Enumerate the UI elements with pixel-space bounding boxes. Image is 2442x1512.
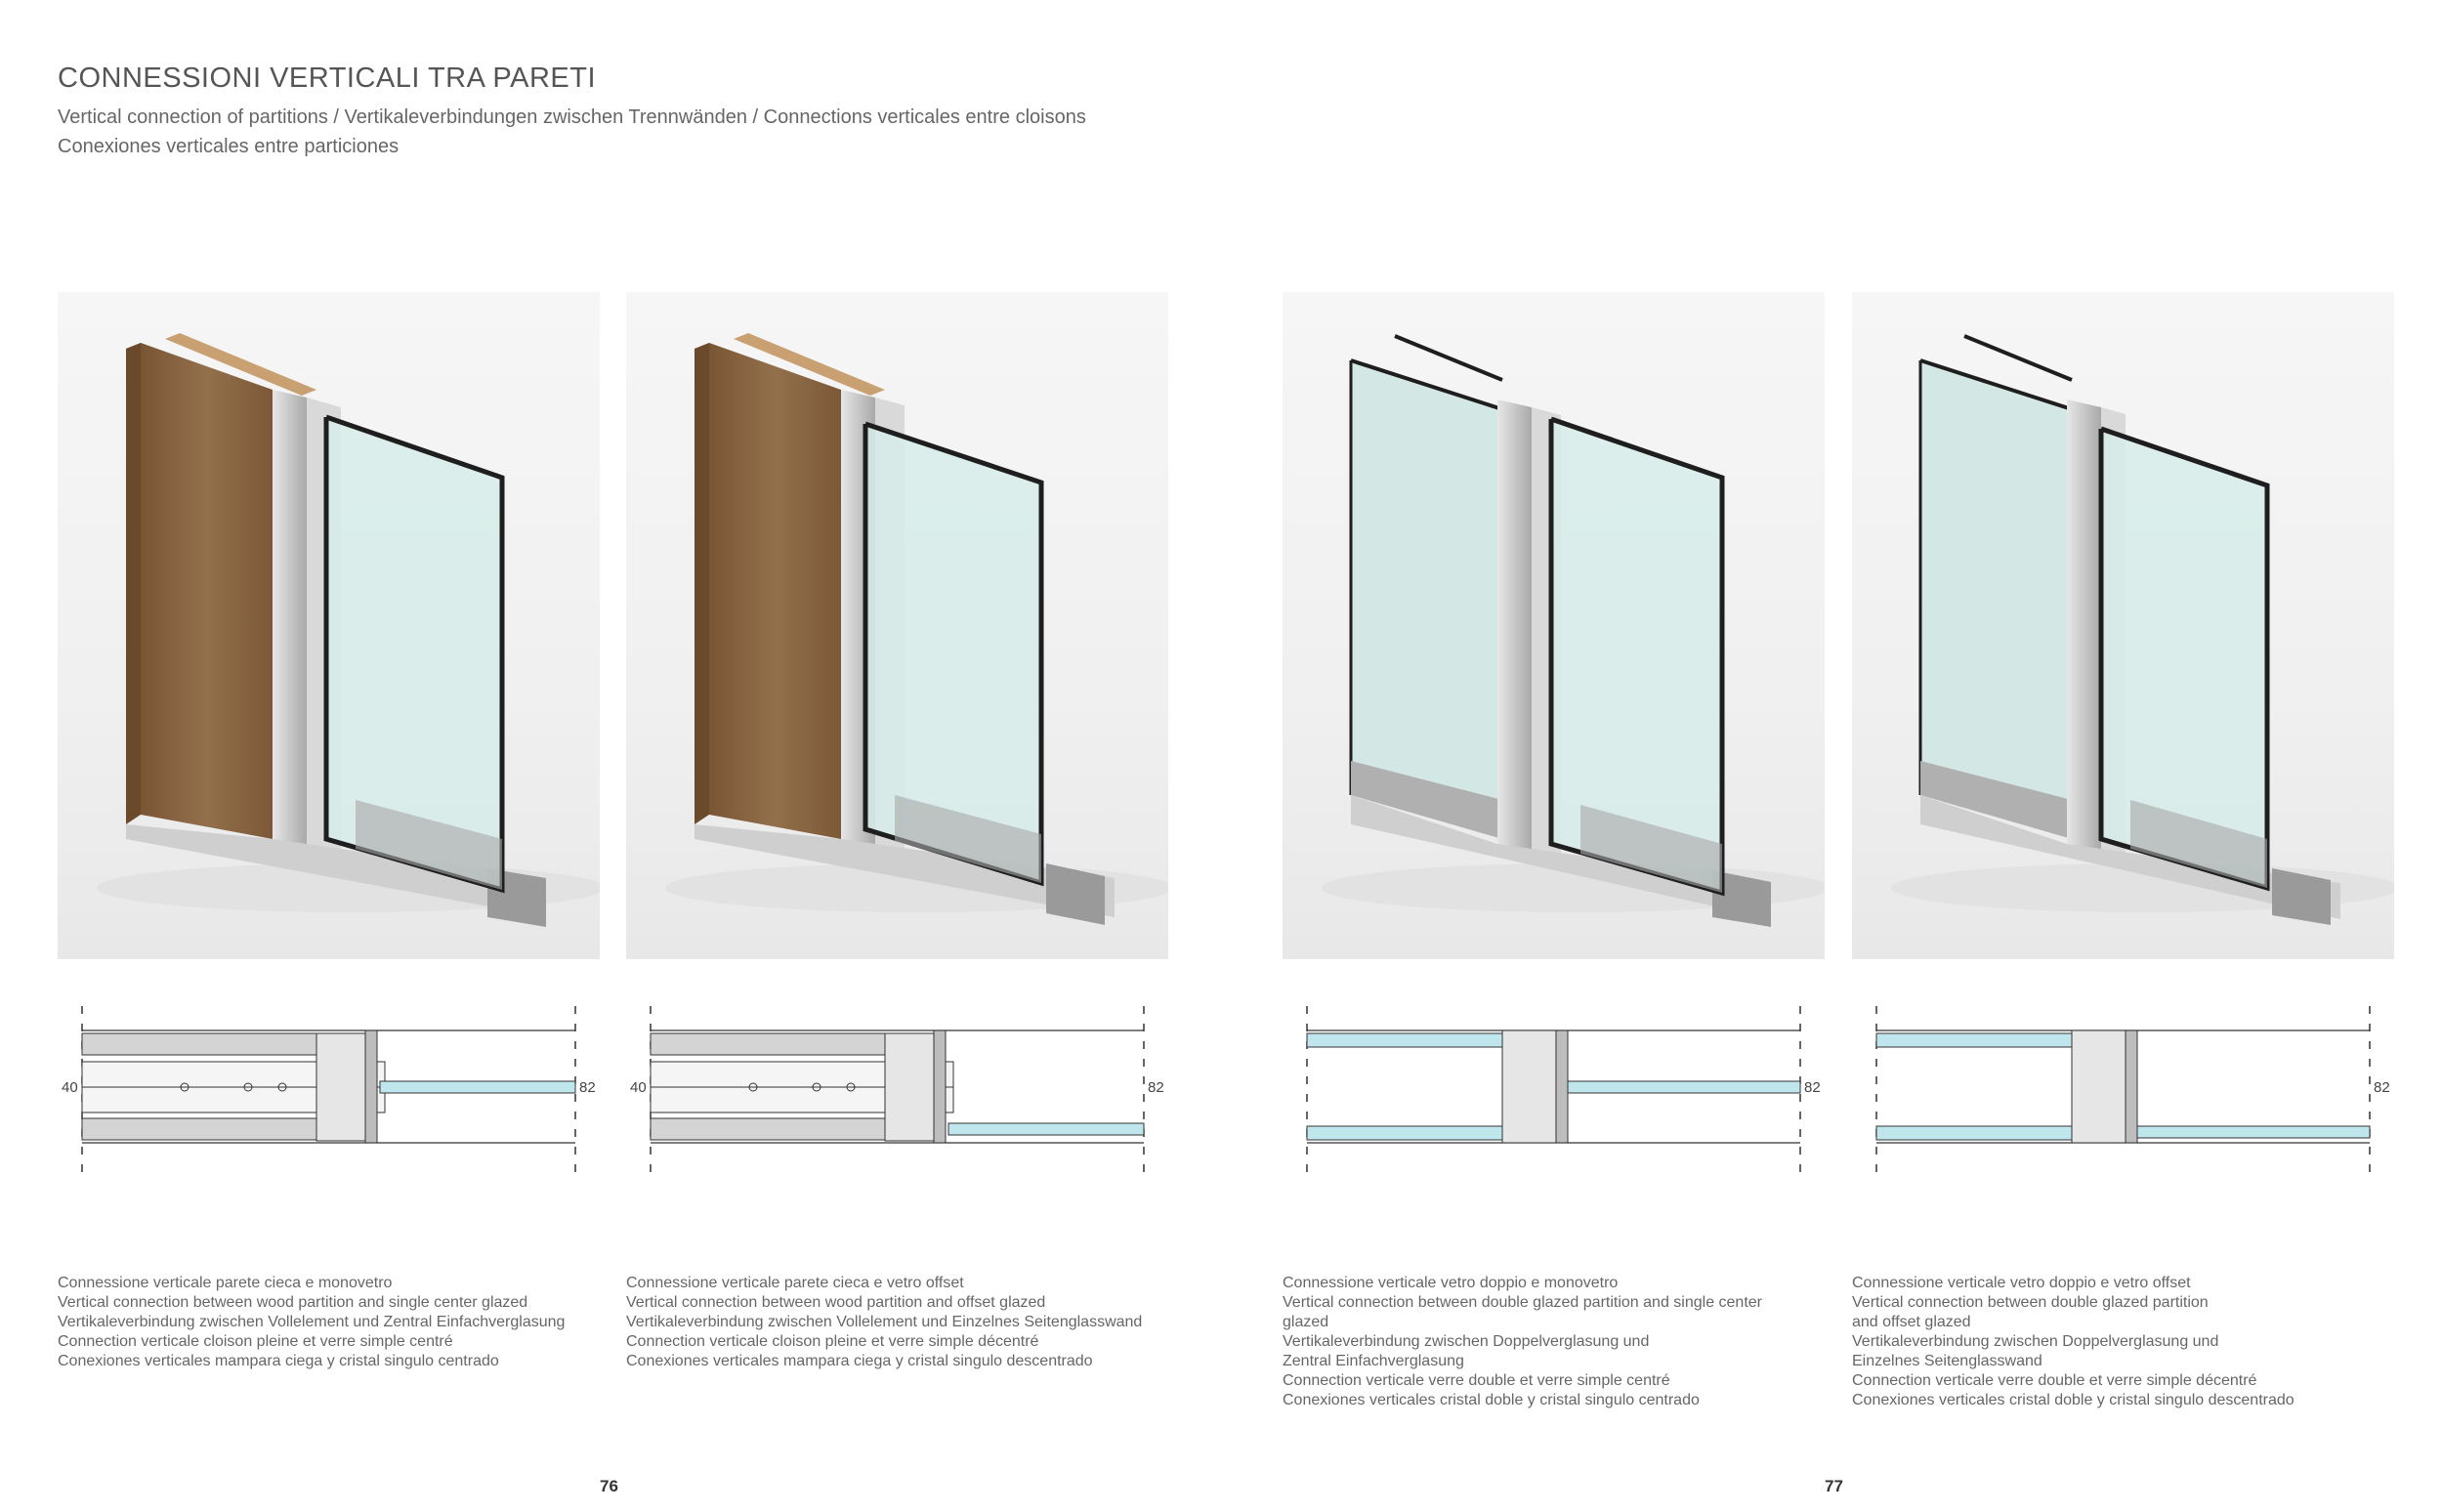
dim-right-label: 82 [1148, 1079, 1164, 1096]
caption-line: Vertical connection between wood partition and single center glazed [58, 1294, 528, 1311]
caption-3 [1283, 1274, 1830, 1410]
caption-line: Vertical connection between double glazed partition and single center [1283, 1294, 1762, 1311]
subtitle-line-2: Conexiones verticales entre particiones [58, 136, 400, 157]
caption-line: Conexiones verticales mampara ciega y cristal singulo descentrado [626, 1353, 1093, 1369]
page-title: CONNESSIONI VERTICALI TRA PARETI [58, 63, 597, 94]
caption-line: Conexiones verticales cristal doble y cristal singulo descentrado [1852, 1392, 2295, 1408]
caption-line: glazed [1283, 1314, 1329, 1330]
product-photo-wood-offset [626, 292, 1168, 959]
caption-line: Connessione verticale vetro doppio e vetro offset [1852, 1275, 2191, 1291]
subtitle-line-1: Vertical connection of partitions / Vertikaleverbindungen zwischen Trennwänden / Connections verticales entre cloisons [58, 106, 1086, 128]
product-photo-wood-single-center [58, 292, 600, 959]
caption-line: Connessione verticale vetro doppio e monovetro [1283, 1275, 1619, 1291]
section-drawing-3 [1283, 1001, 1825, 1177]
caption-line: Vertical connection between double glazed partition [1852, 1294, 2209, 1311]
dim-left-label: 40 [630, 1079, 647, 1096]
section-drawing-1 [58, 1001, 600, 1177]
caption-line: Einzelnes Seitenglasswand [1852, 1353, 2042, 1369]
dim-right-label: 82 [1804, 1079, 1821, 1096]
caption-line: Vertical connection between wood partition and offset glazed [626, 1294, 1046, 1311]
caption-line: Connessione verticale parete cieca e vetro offset [626, 1275, 964, 1291]
caption-2 [626, 1274, 1173, 1371]
dim-right-label: 82 [579, 1079, 596, 1096]
caption-line: Connection verticale verre double et verre simple décentré [1852, 1372, 2257, 1389]
product-photo-double-offset [1852, 292, 2394, 959]
page-number-left: 76 [600, 1477, 618, 1495]
caption-line: Conexiones verticales cristal doble y cristal singulo centrado [1283, 1392, 1700, 1408]
caption-line: Connection verticale cloison pleine et verre simple décentré [626, 1333, 1039, 1350]
section-drawing-4 [1852, 1001, 2394, 1177]
caption-line: Vertikaleverbindung zwischen Vollelement und Einzelnes Seitenglasswand [626, 1314, 1143, 1330]
caption-line: Connection verticale verre double et verre simple centré [1283, 1372, 1670, 1389]
caption-4 [1852, 1274, 2399, 1410]
page-subtitle [58, 103, 1086, 161]
caption-line: Vertikaleverbindung zwischen Doppelverglasung und [1283, 1333, 1650, 1350]
caption-line: Connection verticale cloison pleine et verre simple centré [58, 1333, 453, 1350]
page-number-right: 77 [1825, 1477, 1843, 1495]
caption-line: Zentral Einfachverglasung [1283, 1353, 1464, 1369]
dim-left-label: 40 [62, 1079, 78, 1096]
caption-line: Conexiones verticales mampara ciega y cristal singulo centrado [58, 1353, 499, 1369]
caption-line: and offset glazed [1852, 1314, 1971, 1330]
product-photo-double-single-center [1283, 292, 1825, 959]
caption-1 [58, 1274, 605, 1371]
section-drawing-2 [626, 1001, 1168, 1177]
caption-line: Connessione verticale parete cieca e monovetro [58, 1275, 393, 1291]
dim-right-label: 82 [2374, 1079, 2390, 1096]
caption-line: Vertikaleverbindung zwischen Vollelement und Zentral Einfachverglasung [58, 1314, 566, 1330]
caption-line: Vertikaleverbindung zwischen Doppelverglasung und [1852, 1333, 2219, 1350]
